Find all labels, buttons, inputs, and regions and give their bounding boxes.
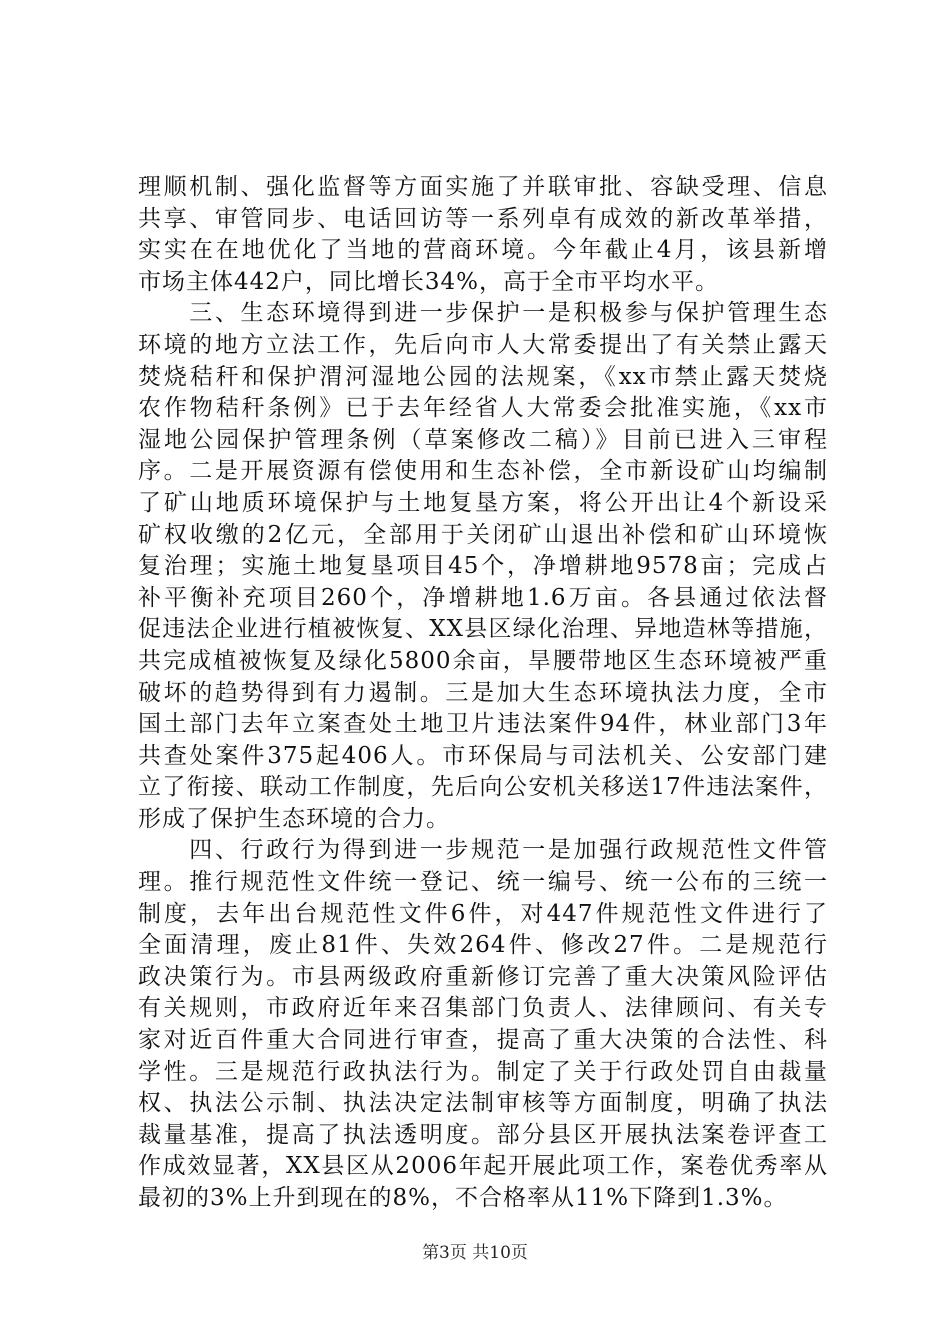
text-line: 促违法企业进行植被恢复、XX县区绿化治理、异地造林等措施， (138, 616, 828, 643)
text-line: 国土部门去年立案查处土地卫片违法案件94件，林业部门3年 (138, 711, 828, 738)
page-number-footer: 第3页 共10页 (422, 1243, 528, 1263)
text-line: 序。二是开展资源有偿使用和生态补偿，全市新设矿山均编制 (138, 458, 828, 485)
text-line: 权、执法公示制、执法决定法制审核等方面制度，明确了执法 (138, 1090, 828, 1117)
text-line: 农作物秸秆条例》已于去年经省人大常委会批准实施，《xx市 (138, 395, 828, 422)
text-line: 实实在在地优化了当地的营商环境。今年截止4月，该县新增 (138, 237, 828, 264)
text-line: 复治理；实施土地复垦项目45个，净增耕地9578亩；完成占 (138, 553, 828, 580)
text-line: 共查处案件375起406人。市环保局与司法机关、公安部门建 (138, 742, 828, 769)
text-line: 形成了保护生态环境的合力。 (138, 805, 450, 832)
text-line: 立了衔接、联动工作制度，先后向公安机关移送17件违法案件， (138, 774, 828, 801)
text-line: 理。推行规范性文件统一登记、统一编号、统一公布的三统一 (138, 869, 828, 896)
text-line: 市场主体442户，同比增长34%，高于全市平均水平。 (138, 268, 720, 295)
text-line: 政决策行为。市县两级政府重新修订完善了重大决策风险评估 (138, 963, 828, 990)
text-line: 最初的3%上升到现在的8%，不合格率从11%下降到1.3%。 (138, 1185, 788, 1211)
text-line: 学性。三是规范行政执法行为。制定了关于行政处罚自由裁量 (138, 1058, 828, 1085)
text-line: 补平衡补充项目260个，净增耕地1.6万亩。各县通过依法督 (138, 584, 828, 611)
text-line: 三、生态环境得到进一步保护一是积极参与保护管理生态 (138, 300, 828, 327)
text-line: 四、行政行为得到进一步规范一是加强行政规范性文件管 (138, 837, 828, 864)
text-line: 共完成植被恢复及绿化5800余亩，旱腰带地区生态环境被严重 (138, 647, 828, 674)
text-line: 有关规则，市政府近年来召集部门负责人、法律顾问、有关专 (138, 995, 828, 1022)
text-line: 理顺机制、强化监督等方面实施了并联审批、容缺受理、信息 (138, 174, 828, 200)
text-line: 焚烧秸秆和保护渭河湿地公园的法规案，《xx市禁止露天焚烧 (138, 363, 828, 390)
text-line: 湿地公园保护管理条例（草案修改二稿）》目前已进入三审程 (138, 426, 828, 453)
text-line: 作成效显著，XX县区从2006年起开展此项工作，案卷优秀率从 (138, 1153, 828, 1180)
text-line: 家对近百件重大合同进行审查，提高了重大决策的合法性、科 (138, 1027, 828, 1054)
text-line: 制度，去年出台规范性文件6件，对447件规范性文件进行了 (138, 900, 828, 927)
text-line: 共享、审管同步、电话回访等一系列卓有成效的新改革举措， (138, 205, 828, 232)
text-line: 全面清理，废止81件、失效264件、修改27件。二是规范行 (138, 932, 828, 959)
text-line: 裁量基准，提高了执法透明度。部分县区开展执法案卷评查工 (138, 1121, 828, 1148)
text-line: 矿权收缴的2亿元，全部用于关闭矿山退出补偿和矿山环境恢 (138, 521, 828, 548)
document-body (138, 172, 828, 1215)
text-line: 环境的地方立法工作，先后向市人大常委提出了有关禁止露天 (138, 331, 828, 358)
text-line: 破坏的趋势得到有力遏制。三是加大生态环境执法力度，全市 (138, 679, 828, 706)
text-line: 了矿山地质环境保护与土地复垦方案，将公开出让4个新设采 (138, 489, 828, 516)
